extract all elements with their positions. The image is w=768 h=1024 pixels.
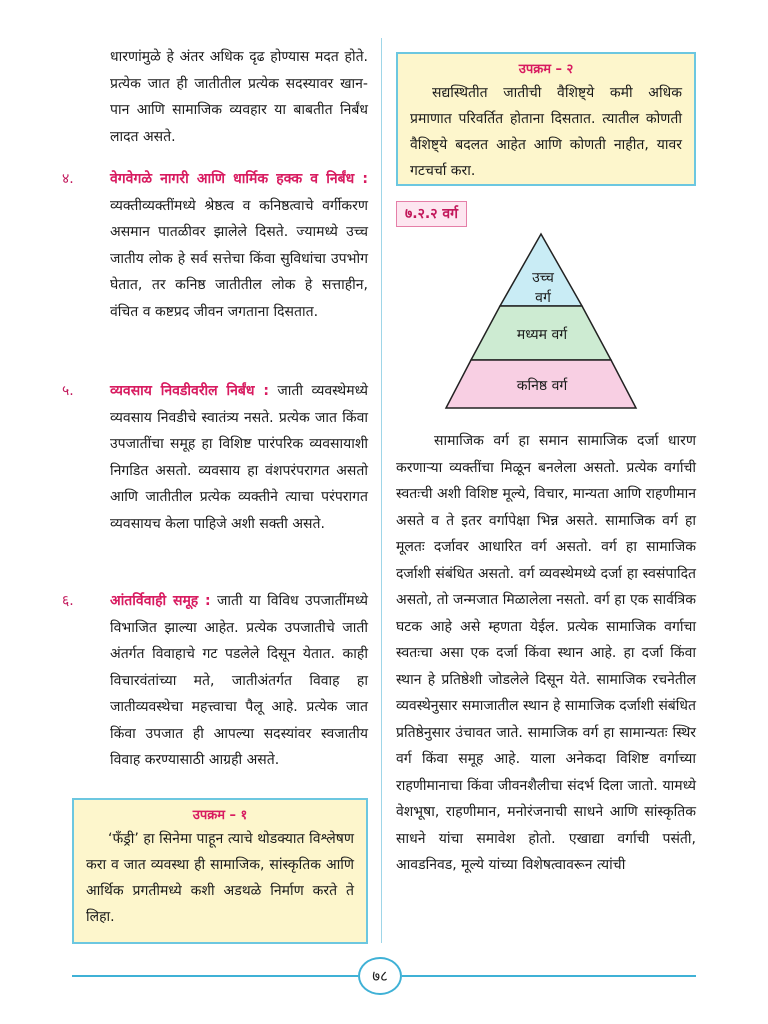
list-item-6 [62, 588, 368, 774]
item-body [110, 378, 368, 537]
item-text: जाती या विविध उपजातींमध्ये विभाजित झाल्या आहेत. प्रत्येक उपजातीचे जाती अंतर्गत विवाहाचे गट पडलेले दिसून येतात. काही विचारवंतांच्या मते, जातीअंतर्गत विवाह हा जातीव्यवस्थेचा महत्त्वाचा पैलू आहे. प्रत्येक जात किंवा उपजात ही आपल्या सदस्यांवर स्वजातीय विवाह करण्यासाठी आग्रही असते. [110, 593, 368, 768]
item-heading: व्यवसाय निवडीवरील निर्बंध : [110, 383, 269, 399]
item-heading: वेगवेगळे नागरी आणि धार्मिक हक्क व निर्बंध : [110, 171, 368, 187]
item-number: ६. [62, 593, 74, 609]
activity-title: उपक्रम – २ [518, 62, 574, 77]
footer-rule-left [72, 975, 358, 977]
class-paragraph: सामाजिक वर्ग हा समान सामाजिक दर्जा धारण करणाऱ्या व्यक्तींचा मिळून बनलेला असतो. प्रत्येक वर्गाची स्वतःची अशी विशिष्ट मूल्ये, विचार, मान्यता आणि राहणीमान असते व ते इतर वर्गापेक्षा भिन्न असते. सामाजिक वर्ग हा मूलतः दर्जावर आधारित वर्ग असतो. वर्ग हा सामाजिक दर्जाशी संबंधित असतो. वर्ग व्यवस्थेमध्ये दर्जा हा स्वसंपादित असतो, तो जन्मजात मिळालेला नसतो. वर्ग हा एक सार्वत्रिक घटक आहे असे म्हणता येईल. प्रत्येक सामाजिक वर्गाचा स्वतःचा असा एक दर्जा किंवा स्थान आहे. हा दर्जा किंवा स्थान हे प्रतिष्ठेशी जोडलेले दिसून येते. सामाजिक रचनेतील व्यवस्थेनुसार समाजातील स्थान हे सामाजिक दर्जाशी संबंधित प्रतिष्ठेनुसार उंचावत जाते. सामाजिक वर्ग हा सामान्यतः स्थिर वर्ग किंवा समूह आहे. याला अनेकदा विशिष्ट वर्गाच्या राहणीमानाचा किंवा जीवनशैलीचा संदर्भ दिला जातो. यामध्ये वेशभूषा, राहणीमान, मनोरंजनाची साधने आणि सांस्कृतिक साधने यांचा समावेश होतो. एखाद्या वर्गाची पसंती, आवडनिवड, मूल्ये यांच्या विशेषत्वावरून त्यांची [396, 433, 696, 873]
list-item-5 [62, 378, 368, 537]
item-body [110, 588, 368, 774]
pyramid-bottom-label: कनिष्ठ वर्ग [516, 378, 568, 394]
item-number: ५. [62, 383, 74, 399]
section-heading: ७.२.२ वर्ग [396, 201, 467, 227]
intro-paragraph: धारणांमुळे हे अंतर अधिक दृढ होण्यास मदत होते. प्रत्येक जात ही जातीतील प्रत्येक सदस्यावर खान-पान आणि सामाजिक व्यवहार या बाबतीत निर्बंध लादत असते. [110, 49, 368, 145]
item-number: ४. [62, 171, 74, 187]
item-text: जाती व्यवस्थेमध्ये व्यवसाय निवडीचे स्वातंत्र्य नसते. प्रत्येक जात किंवा उपजातींचा समूह हा विशिष्ट पारंपरिक व्यवसायाशी निगडित असतो. व्यवसाय हा वंशपरंपरागत असतो आणि जातीतील प्रत्येक व्यक्तीने त्याचा परंपरागत व्यवसायच केला पाहिजे अशी सक्ती असते. [110, 383, 369, 532]
pyramid-middle-label: मध्यम वर्ग [516, 327, 568, 343]
activity-box-1 [72, 798, 368, 944]
item-heading: आंतर्विवाही समूह : [110, 593, 211, 609]
class-description [396, 428, 696, 879]
item-body [110, 166, 368, 325]
activity-text: ‘फँड्री’ हा सिनेमा पाहून त्याचे थोडक्यात विश्लेषण करा व जात व्यवस्था ही सामाजिक, सांस्कृतिक आणि आर्थिक प्रगतीमध्ये कशी अडथळे निर्माण करते ते लिहा. [86, 831, 354, 925]
pyramid-top-label-line2: वर्ग [535, 290, 551, 306]
page-number: ७८ [358, 957, 402, 995]
list-item-4 [62, 166, 368, 325]
column-divider [381, 38, 382, 943]
activity-box-2 [396, 52, 696, 186]
item-text: व्यक्तीव्यक्तींमध्ये श्रेष्ठत्व व कनिष्ठत्वाचे वर्गीकरण असमान पातळीवर झालेले दिसते. ज्यामध्ये उच्च जातीय लोक हे सर्व सत्तेचा किंवा सुविधांचा उपभोग घेतात, तर कनिष्ठ जातीतील लोक हे सत्ताहीन, वंचित व कष्टप्रद जीवन जगताना दिसतात. [110, 197, 368, 320]
pyramid-top-label-line1: उच्च [532, 270, 554, 286]
footer-rule-right [402, 975, 696, 977]
activity-title: उपक्रम – १ [192, 808, 248, 823]
class-pyramid-diagram [396, 232, 696, 412]
activity-text: सद्यस्थितीत जातीची वैशिष्ट्ये कमी अधिक प्रमाणात परिवर्तित होताना दिसतात. त्यातील कोणती वैशिष्ट्ये बदलत आहेत आणि कोणती नाहीत, यावर गटचर्चा करा. [410, 85, 682, 179]
